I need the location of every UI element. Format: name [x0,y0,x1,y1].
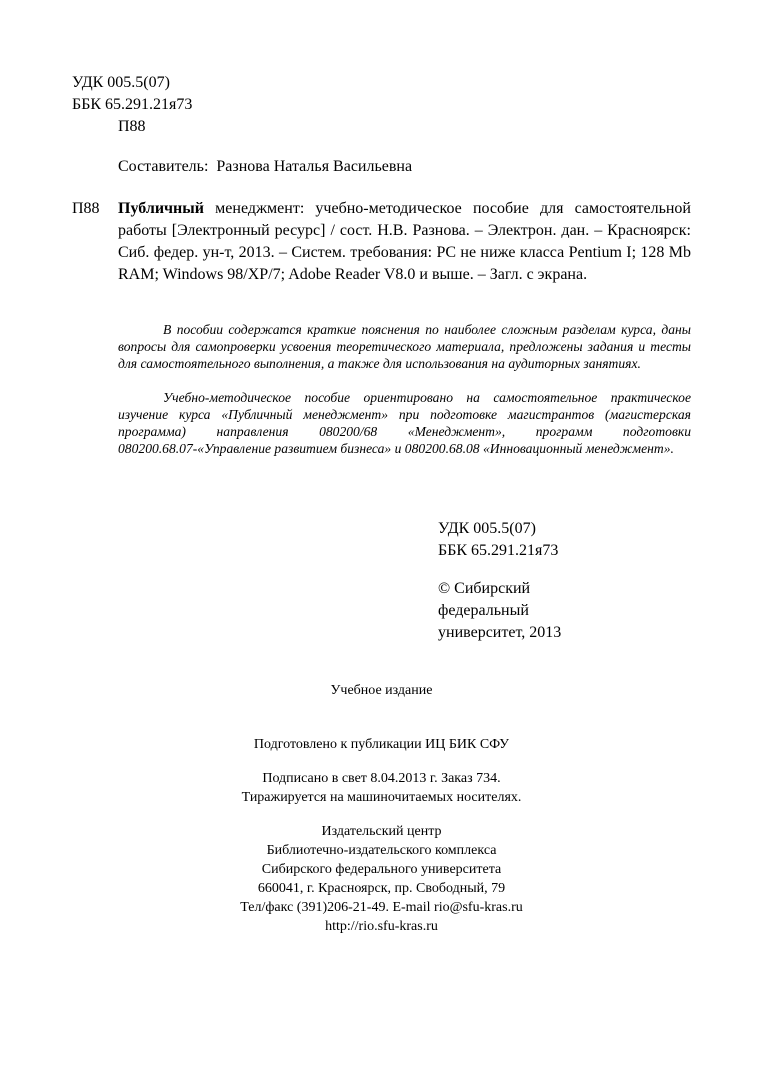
compiler-name: Разнова Наталья Васильевна [216,158,413,175]
author-mark: П88 [118,118,146,135]
publisher-line: Библиотечно-издательского комплекса [266,843,497,858]
publisher-website-link[interactable]: http://rio.sfu-kras.ru [325,919,438,934]
compiler-label: Составитель: [118,158,209,175]
description-title: Публичный [118,200,204,217]
signed-info [0,769,763,807]
bibliographic-description [118,198,691,286]
signed-line: Подписано в свет 8.04.2013 г. Заказ 734. [262,771,501,786]
publisher-line: Издательский центр [321,824,442,839]
compiler-line [118,156,412,178]
description-text: менеджмент: учебно-методическое пособие для самостоятельной работы [Электронный ресурс] / сост. Н.В. Разнова. – Электрон. дан. – Красноярск: Сиб. федер. ун-т, 2013. – Систем. требования: PC не ниже класса Pentium I; 128 Mb RAM; Windows 98/XP/7; Adobe Reader V8.0 и выше. – Загл. с экрана. [118,200,691,283]
bbk-code: ББК 65.291.21я73 [72,96,193,113]
publisher-line: Сибирского федерального университета [261,862,502,877]
publisher-contact-line: Тел/факс (391)206-21-49. E-mail rio@sfu-kras.ru [240,900,523,915]
copyright-line: университет, 2013 [438,624,562,641]
publisher-line: 660041, г. Красноярск, пр. Свободный, 79 [257,881,506,896]
copyright-line: федеральный [438,602,529,619]
header-classification [72,72,192,138]
edition-type: Учебное издание [330,683,433,698]
udk-code: УДК 005.5(07) [72,74,170,91]
abstract-paragraph-2: Учебно-методическое пособие ориентировано на самостоятельное практическое изучение курса «Публичный менеджмент» при подготовке магистрантов (магистерская программа) направления 080200/68 «Менеджмент», программ подготовки 080200.68.07-«Управление развитием бизнеса» и 080200.68.08 «Инновационный менеджмент». [118,390,691,456]
abstract-paragraph-1: В пособии содержатся краткие пояснения по наиболее сложным разделам курса, даны вопросы для самопроверки усвоения теоретического материала, предложены задания и тесты для самостоятельного выполнения, а также для использования на аудиторных занятиях. [118,322,691,371]
right-udk: УДК 005.5(07) [438,520,536,537]
copyright-line: © Сибирский [438,580,531,597]
publisher-block [0,822,763,936]
right-classification [438,518,561,644]
description-code: П88 [72,200,100,217]
right-bbk: ББК 65.291.21я73 [438,542,559,559]
media-line: Тиражируется на машиночитаемых носителях. [241,790,522,805]
prepared-by: Подготовлено к публикации ИЦ БИК СФУ [253,737,510,752]
